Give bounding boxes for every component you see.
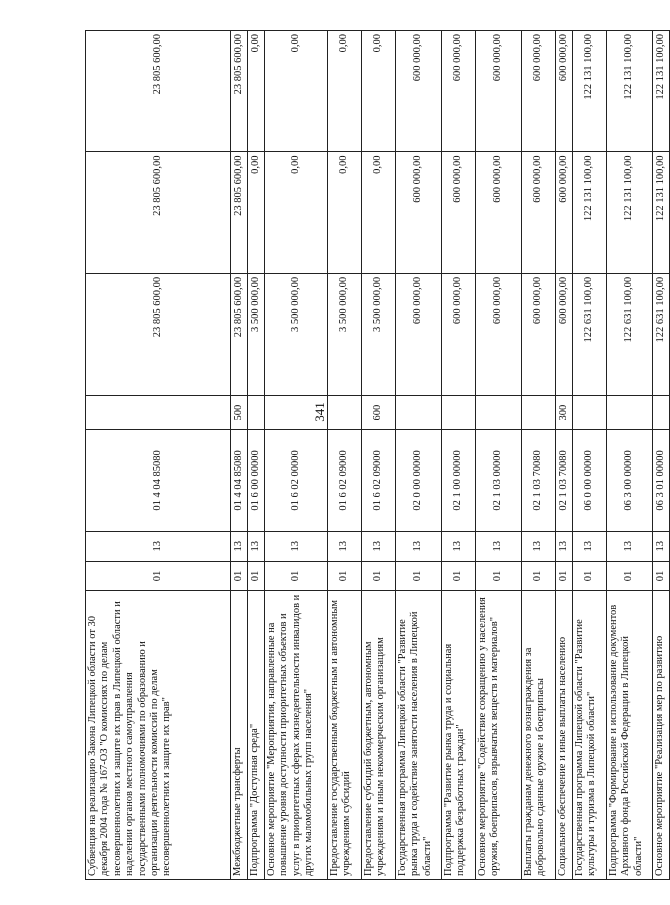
cell-name: Подпрограмма "Доступная среда" xyxy=(248,591,265,880)
cell-v2: 122 131 100,00 xyxy=(653,152,670,273)
cell-vr xyxy=(265,396,328,430)
cell-vr xyxy=(607,396,653,430)
cell-v3: 23 805 600,00 xyxy=(86,31,231,152)
cell-v1: 600 000,00 xyxy=(442,273,476,395)
cell-v3: 600 000,00 xyxy=(396,31,442,152)
cell-c2: 13 xyxy=(396,531,442,561)
table-row xyxy=(362,31,396,880)
cell-code: 02 0 00 00000 xyxy=(396,430,442,532)
cell-vr xyxy=(573,396,607,430)
cell-c2: 13 xyxy=(328,531,362,561)
cell-v2: 600 000,00 xyxy=(442,152,476,273)
cell-v2: 600 000,00 xyxy=(476,152,522,273)
cell-name: Социальное обеспечение и иные выплаты населению xyxy=(556,591,573,880)
cell-v2: 600 000,00 xyxy=(522,152,556,273)
cell-c1: 01 xyxy=(442,561,476,591)
table-row xyxy=(442,31,476,880)
cell-name: Субвенция на реализацию Закона Липецкой области от 30 декабря 2004 года № 167-ОЗ "О комиссиях по делам несовершеннолетних и защите их прав в Липецкой области и наделении органов местного самоуправления государственными полномочиями по образованию и организации деятельности комиссий по делам несовершеннолетних и защите их прав" xyxy=(86,591,231,880)
cell-v1: 23 805 600,00 xyxy=(231,273,248,395)
cell-name: Государственная программа Липецкой области "Развитие рынка труда и содействие занятости населения в Липецкой области" xyxy=(396,591,442,880)
cell-vr xyxy=(653,396,670,430)
cell-name: Основное мероприятие "Реализация мер по развитию xyxy=(653,591,670,880)
cell-v1: 23 805 600,00 xyxy=(86,273,231,395)
cell-v2: 0,00 xyxy=(328,152,362,273)
cell-c2: 13 xyxy=(248,531,265,561)
cell-c1: 01 xyxy=(248,561,265,591)
cell-name: Подпрограмма "Формирование и использование документов Архивного фонда Российской Федерации в Липецкой области" xyxy=(607,591,653,880)
cell-vr xyxy=(522,396,556,430)
cell-c2: 13 xyxy=(265,531,328,561)
cell-v2: 122 131 100,00 xyxy=(573,152,607,273)
cell-c2: 13 xyxy=(522,531,556,561)
cell-v3: 600 000,00 xyxy=(442,31,476,152)
cell-vr xyxy=(248,396,265,430)
table-row xyxy=(573,31,607,880)
cell-vr xyxy=(328,396,362,430)
page-number: 341 xyxy=(312,402,327,422)
cell-v1: 122 631 100,00 xyxy=(607,273,653,395)
table-row xyxy=(476,31,522,880)
table-row xyxy=(231,31,248,880)
cell-c1: 01 xyxy=(653,561,670,591)
table-row xyxy=(248,31,265,880)
cell-vr xyxy=(476,396,522,430)
cell-code: 02 1 03 70080 xyxy=(556,430,573,532)
cell-name: Государственная программа Липецкой области "Развитие культуры и туризма в Липецкой области" xyxy=(573,591,607,880)
cell-c2: 13 xyxy=(231,531,248,561)
cell-name: Основное мероприятие "Мероприятия, направленные на повышение уровня доступности приоритетных объектов и услуг в приоритетных сферах жизнедеятельности инвалидов и других маломобильных групп населения" xyxy=(265,591,328,880)
cell-c2: 13 xyxy=(653,531,670,561)
cell-code: 02 1 03 70080 xyxy=(522,430,556,532)
cell-c2: 13 xyxy=(476,531,522,561)
cell-c1: 01 xyxy=(328,561,362,591)
cell-v3: 122 131 100,00 xyxy=(607,31,653,152)
cell-code: 01 4 04 85080 xyxy=(86,430,231,532)
cell-c2: 13 xyxy=(442,531,476,561)
cell-c1: 01 xyxy=(522,561,556,591)
cell-code: 02 1 03 00000 xyxy=(476,430,522,532)
cell-vr: 500 xyxy=(231,396,248,430)
cell-code: 01 6 00 00000 xyxy=(248,430,265,532)
cell-v1: 122 631 100,00 xyxy=(653,273,670,395)
cell-v3: 0,00 xyxy=(248,31,265,152)
cell-code: 01 6 02 09000 xyxy=(362,430,396,532)
cell-code: 06 3 00 00000 xyxy=(607,430,653,532)
cell-v3: 0,00 xyxy=(328,31,362,152)
cell-v2: 0,00 xyxy=(248,152,265,273)
cell-c1: 01 xyxy=(231,561,248,591)
table-row xyxy=(86,31,231,880)
cell-code: 02 1 00 00000 xyxy=(442,430,476,532)
cell-v2: 122 131 100,00 xyxy=(607,152,653,273)
cell-v1: 600 000,00 xyxy=(396,273,442,395)
cell-v3: 122 131 100,00 xyxy=(653,31,670,152)
cell-c1: 01 xyxy=(556,561,573,591)
cell-name: Подпрограмма "Развитие рынка труда и социальная поддержка безработных граждан" xyxy=(442,591,476,880)
cell-v1: 3 500 000,00 xyxy=(248,273,265,395)
cell-v2: 23 805 600,00 xyxy=(86,152,231,273)
cell-code: 01 4 04 85080 xyxy=(231,430,248,532)
cell-v3: 600 000,00 xyxy=(476,31,522,152)
table-row xyxy=(265,31,328,880)
cell-code: 06 3 01 00000 xyxy=(653,430,670,532)
cell-v1: 600 000,00 xyxy=(476,273,522,395)
cell-c2: 13 xyxy=(362,531,396,561)
cell-c1: 01 xyxy=(86,561,231,591)
cell-vr: 600 xyxy=(362,396,396,430)
cell-name: Основное мероприятие "Содействие сокращению у населения оружия, боеприпасов, взрывчатых веществ и материалов" xyxy=(476,591,522,880)
cell-name: Межбюджетные трансферты xyxy=(231,591,248,880)
cell-name: Предоставление субсидий бюджетным, автономным учреждениям и иным некоммерческим организациям xyxy=(362,591,396,880)
cell-v3: 0,00 xyxy=(265,31,328,152)
cell-c2: 13 xyxy=(607,531,653,561)
cell-v3: 600 000,00 xyxy=(556,31,573,152)
cell-v2: 23 805 600,00 xyxy=(231,152,248,273)
table-row xyxy=(653,31,670,880)
cell-vr xyxy=(86,396,231,430)
cell-c2: 13 xyxy=(556,531,573,561)
cell-code: 01 6 02 00000 xyxy=(265,430,328,532)
cell-v1: 600 000,00 xyxy=(522,273,556,395)
cell-c1: 01 xyxy=(573,561,607,591)
cell-c2: 13 xyxy=(86,531,231,561)
table-row xyxy=(607,31,653,880)
cell-c2: 13 xyxy=(573,531,607,561)
cell-vr xyxy=(442,396,476,430)
cell-vr: 300 xyxy=(556,396,573,430)
cell-c1: 01 xyxy=(362,561,396,591)
cell-v2: 600 000,00 xyxy=(556,152,573,273)
cell-v1: 3 500 000,00 xyxy=(265,273,328,395)
cell-v3: 23 805 600,00 xyxy=(231,31,248,152)
cell-name: Выплаты гражданам денежного вознаграждения за добровольно сданные оружие и боеприпасы xyxy=(522,591,556,880)
cell-v2: 0,00 xyxy=(265,152,328,273)
cell-code: 06 0 00 00000 xyxy=(573,430,607,532)
budget-table xyxy=(85,30,670,880)
cell-name: Предоставление государственным бюджетным и автономным учреждениям субсидий xyxy=(328,591,362,880)
cell-v2: 0,00 xyxy=(362,152,396,273)
cell-c1: 01 xyxy=(396,561,442,591)
cell-v1: 600 000,00 xyxy=(556,273,573,395)
cell-c1: 01 xyxy=(476,561,522,591)
cell-vr xyxy=(396,396,442,430)
table-row xyxy=(556,31,573,880)
table-row xyxy=(522,31,556,880)
cell-v3: 0,00 xyxy=(362,31,396,152)
budget-table-sheet xyxy=(85,30,666,880)
cell-c1: 01 xyxy=(265,561,328,591)
cell-v2: 600 000,00 xyxy=(396,152,442,273)
cell-v1: 122 631 100,00 xyxy=(573,273,607,395)
cell-v3: 600 000,00 xyxy=(522,31,556,152)
cell-c1: 01 xyxy=(607,561,653,591)
cell-v1: 3 500 000,00 xyxy=(362,273,396,395)
cell-v1: 3 500 000,00 xyxy=(328,273,362,395)
table-row xyxy=(396,31,442,880)
cell-v3: 122 131 100,00 xyxy=(573,31,607,152)
table-row xyxy=(328,31,362,880)
cell-code: 01 6 02 09000 xyxy=(328,430,362,532)
